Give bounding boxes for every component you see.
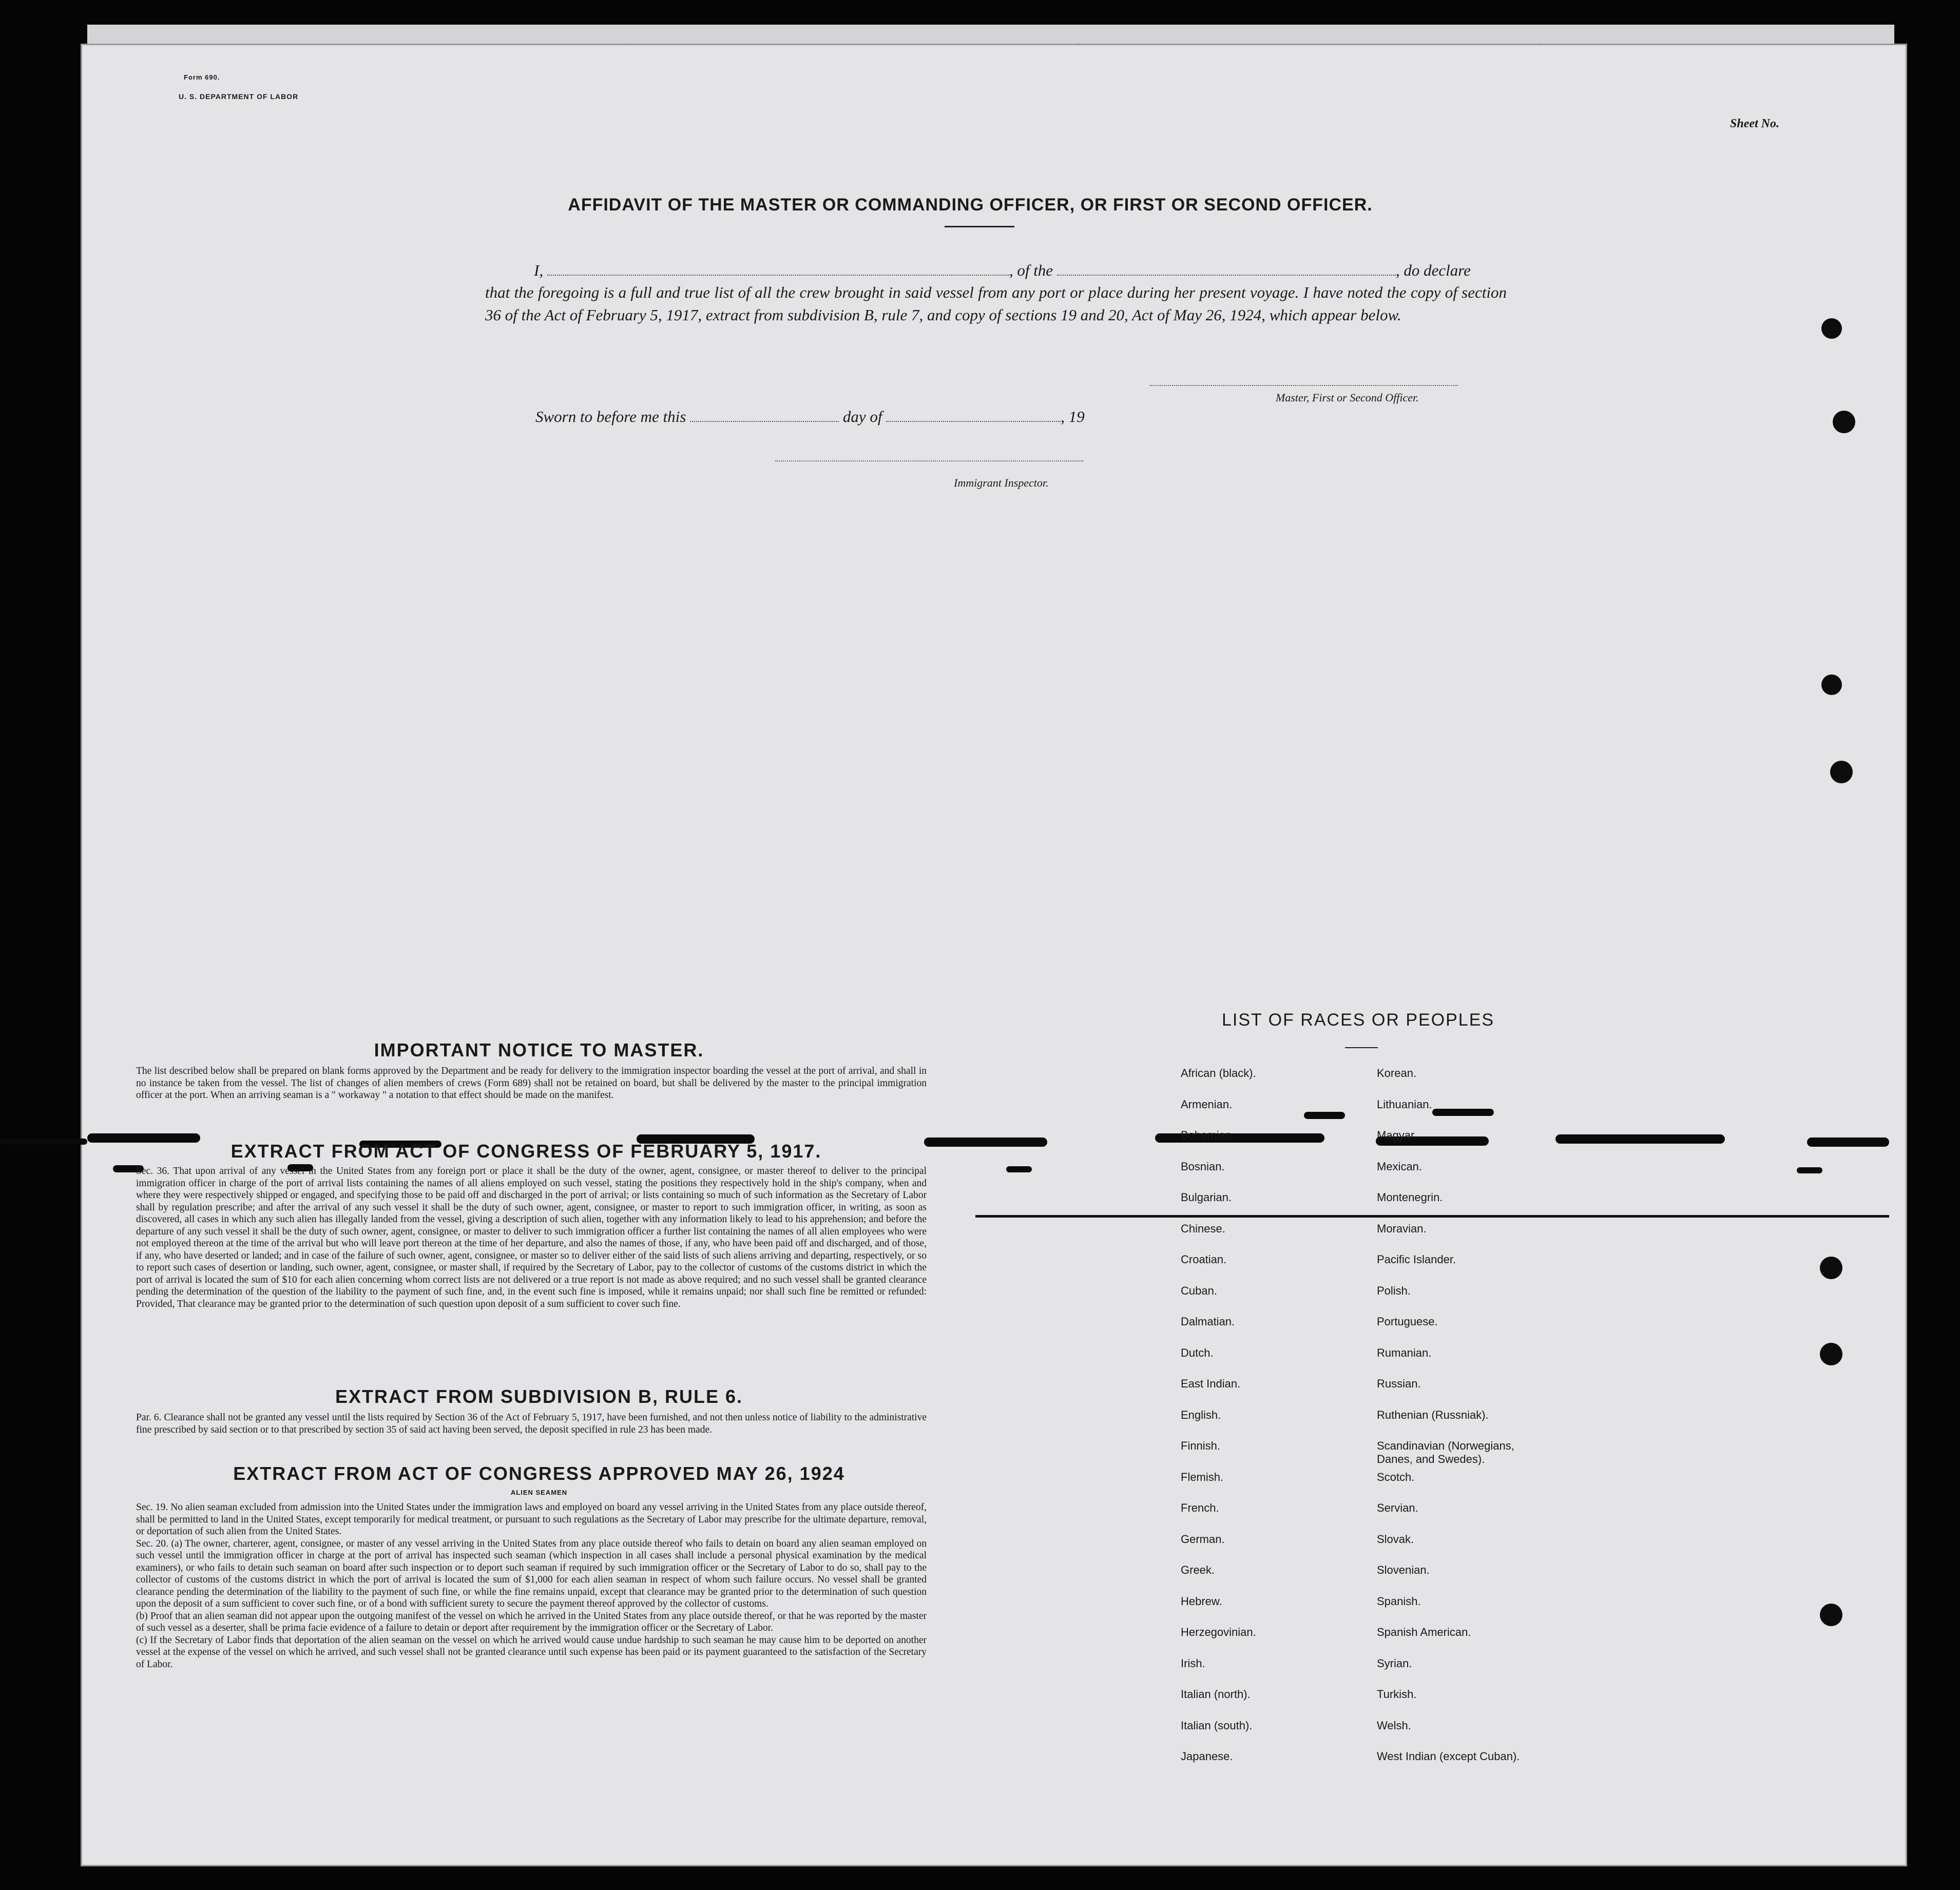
race-item: Finnish.: [1181, 1439, 1221, 1452]
race-item: German.: [1181, 1532, 1225, 1546]
vessel-blank[interactable]: [1057, 275, 1396, 276]
races-rule: [1345, 1047, 1378, 1048]
affidavit-line1-mid: , of the: [1009, 261, 1053, 279]
affidavit-title: AFFIDAVIT OF THE MASTER OR COMMANDING OFFICER, OR FIRST OR SECOND OFFICER.: [568, 195, 1373, 215]
race-item: Cuban.: [1181, 1284, 1217, 1297]
race-item: African (black).: [1181, 1067, 1256, 1079]
punch-hole-torn: [1821, 318, 1842, 339]
race-item: Bulgarian.: [1181, 1191, 1232, 1204]
race-item: Montenegrin.: [1377, 1191, 1443, 1204]
department-name: U. S. DEPARTMENT OF LABOR: [179, 92, 299, 101]
race-item: West Indian (except Cuban).: [1377, 1750, 1520, 1763]
race-item: Scotch.: [1377, 1470, 1415, 1483]
punch-hole-torn: [1821, 674, 1842, 695]
race-item: Irish.: [1181, 1656, 1205, 1670]
race-item: Italian (south).: [1181, 1719, 1253, 1732]
punch-hole: [1830, 761, 1853, 783]
race-item: Dutch.: [1181, 1346, 1214, 1359]
race-item: Chinese.: [1181, 1222, 1225, 1235]
extract-1917-title: EXTRACT FROM ACT OF CONGRESS OF FEBRUARY 5, 1917.: [230, 1141, 822, 1162]
race-item: Welsh.: [1377, 1719, 1411, 1732]
sheet-number-label: Sheet No.: [1730, 117, 1779, 130]
race-item: Hebrew.: [1181, 1594, 1222, 1608]
month-blank[interactable]: [886, 421, 1061, 422]
race-item: French.: [1181, 1501, 1219, 1514]
race-item: Mexican.: [1377, 1160, 1423, 1173]
race-item: English.: [1181, 1408, 1221, 1421]
notice-body: The list described below shall be prepared on blank forms approved by the Department and be ready for delivery to the immigration inspector boarding the vessel at the port of arrival, and shall in no instance be taken from the vessel. The list of changes of alien members of crews (Form 689) shall not be retained on board, but shall be delivered by the master to the principal immigration officer at the port. When an arriving seaman is a " workaway " a notation to that effect should be made on the manifest.: [136, 1066, 927, 1101]
sworn-start: Sworn to before me this: [535, 408, 686, 426]
inspector-caption: Immigrant Inspector.: [954, 476, 1049, 489]
race-item: Magyar.: [1377, 1129, 1417, 1142]
race-item: Bohemian.: [1181, 1129, 1235, 1142]
day-blank[interactable]: [690, 421, 839, 422]
affidavit-body: that the foregoing is a full and true list of all the crew brought in said vessel from any port or place during her present voyage. I have noted the copy of section 36 of the Act of February 5, 1917, extract from subdivision B, rule 7, and copy of sections 19 and 20, Act of May 26, 1924, which appear below.: [485, 283, 1507, 324]
race-item: Servian.: [1377, 1501, 1418, 1514]
form-number: Form 690.: [184, 73, 220, 81]
affidavit-line1: [534, 259, 1509, 282]
race-item: Armenian.: [1181, 1097, 1233, 1111]
race-item: Spanish.: [1377, 1594, 1421, 1608]
affidavit-line1-start: I,: [534, 261, 544, 279]
punch-hole: [1820, 1257, 1842, 1279]
affidavit-line1-end: , do declare: [1395, 261, 1471, 279]
race-item: Croatian.: [1181, 1253, 1227, 1266]
race-item: Lithuanian.: [1377, 1097, 1432, 1111]
race-item: Spanish American.: [1377, 1626, 1471, 1638]
punch-hole: [1820, 1343, 1842, 1365]
race-item: Slovak.: [1377, 1532, 1414, 1546]
sec-19: Sec. 19. No alien seaman excluded from admission into the United States under the immigration laws and employed on board any vessel arriving in the United States from any place outside thereof, shall be permitted to land in the United States, except temporarily for medical treatment, or pursuant to such regulations as the Secretary of Labor may prescribe for the ultimate departure, removal, or deportation of such alien from the United States.: [136, 1502, 927, 1537]
inspector-signature-line[interactable]: [775, 460, 1083, 461]
extract-1917-body: Sec. 36. That upon arrival of any vessel in the United States from any foreign port or place it shall be the duty of the owner, agent, consignee, or master thereof to deliver to the principal immigration officer in charge of the port of arrival lists containing the names of all aliens employed on such vessel, stating the positions they respectively hold in the ship's company, when and where they were respectively shipped or engaged, and specifying those to be paid off and discharged in the port of arrival; or lists containing so much of such information as the Secretary of Labor shall by regulation prescribe; and after the arrival of any such vessel it shall be the duty of such owner, agent, consignee, or master to report to such immigration officer, in writing, as soon as discovered, all cases in which any such alien has illegally landed from the vessel, giving a description of such alien, together with any information likely to lead to his apprehension; and before the departure of any such vessel it shall be the duty of such owner, agent, consignee, or master to deliver to such immigration officer a further list containing the names of all alien employees who were not employed thereon at the time of the arrival but who will leave port thereon at the time of her departure, and also the names of those, if any, who have been paid off and discharged, and of those, if any, who have deserted or landed; and in case of the failure of such owner, agent, consignee, or master so to deliver either of the said lists of such aliens arriving and departing, respectively, or so to report such cases of desertion or landing, such owner, agent, consignee, or master shall, if required by the Secretary of Labor, pay to the collector of customs of the customs district in which the port of arrival is located the sum of $10 for each alien concerning whom correct lists are not delivered or a true report is not made as above required; and no such vessel shall be granted clearance pending the determination of the question of the liability to the payment of such fine, and, in the event such fine is imposed, while it remains unpaid; nor shall such fine be remitted or refunded: Provided, That clearance may be granted prior to the determination of such question upon deposit of a sum sufficient to cover such fine.: [136, 1166, 927, 1309]
notice-title: IMPORTANT NOTICE TO MASTER.: [374, 1039, 704, 1060]
name-blank[interactable]: [547, 275, 1009, 276]
race-item: Herzegovinian.: [1181, 1626, 1256, 1638]
sec-20a: Sec. 20. (a) The owner, charterer, agent, consignee, or master of any vessel arriving in the United States from any place outside thereof who fails to detain on board any alien seaman employed on such vessel until the immigration officer in charge at the port of arrival has inspected such seaman (which inspection in all cases shall include a personal physical examination by the medical examiners), or who fails to detain such seaman on board after such inspection or to deport such seaman if required by such immigration officer or the Secretary of Labor to do so, shall pay to the collector of customs of the customs district in which the port of arrival is located the sum of $1,000 for each alien seaman in respect of whom such failure occurs. No vessel shall be granted clearance pending the determination of the liability to the payment of such fine, or while the fine remains unpaid, except that clearance may be granted prior to the determination of such question upon the deposit of a sum sufficient to cover such fine, or of a bond with sufficient surety to secure the payment thereof approved by the collector of customs.: [136, 1538, 927, 1609]
race-item: Russian.: [1377, 1377, 1421, 1390]
punch-hole: [1833, 411, 1855, 433]
race-item: Bosnian.: [1181, 1160, 1225, 1173]
extract-1924-subtitle: ALIEN SEAMEN: [510, 1489, 568, 1496]
title-rule: [945, 226, 1014, 227]
master-signature-line[interactable]: [1150, 385, 1458, 386]
race-item: Moravian.: [1377, 1222, 1427, 1235]
race-item: Portuguese.: [1377, 1315, 1438, 1328]
race-item: Polish.: [1377, 1284, 1411, 1297]
race-item: Italian (north).: [1181, 1688, 1251, 1701]
race-item: Flemish.: [1181, 1470, 1224, 1483]
race-item: Ruthenian (Russniak).: [1377, 1408, 1489, 1421]
horizontal-rule: [975, 1215, 1889, 1218]
race-item: Korean.: [1377, 1067, 1417, 1079]
extract-rule6-body: Par. 6. Clearance shall not be granted any vessel until the lists required by Section 36 of the Act of February 5, 1917, have been furnished, and not then unless notice of liability to the administrative fine prescribed by said section or to that prescribed by section 35 of said act having been served, the deposit specified in rule 23 has been made.: [136, 1412, 927, 1435]
race-item: Greek.: [1181, 1564, 1215, 1576]
master-caption: Master, First or Second Officer.: [1276, 391, 1419, 404]
race-item: Japanese.: [1181, 1750, 1233, 1763]
sec-20c: (c) If the Secretary of Labor finds that deportation of the alien seaman on the vessel on which he arrived would cause undue hardship to such seaman he may cause him to be deported on another vessel at the expense of the vessel on which he arrived, and such vessel shall not be granted clearance until such expense has been paid or its payment guaranteed to the satisfaction of the Secretary of Labor.: [136, 1634, 927, 1670]
race-item: Rumanian.: [1377, 1346, 1432, 1359]
sworn-day: day of: [842, 408, 882, 426]
race-item: Dalmatian.: [1181, 1315, 1235, 1328]
punch-hole: [1820, 1604, 1842, 1626]
extract-rule6-title: EXTRACT FROM SUBDIVISION B, RULE 6.: [335, 1386, 743, 1407]
race-item: Scandinavian (Norwegians, Danes, and Swedes).: [1377, 1439, 1514, 1465]
sworn-line: [535, 406, 1203, 428]
race-item: East Indian.: [1181, 1377, 1241, 1390]
extract-1924-body: [136, 1501, 927, 1670]
races-title: LIST OF RACES OR PEOPLES: [1222, 1010, 1495, 1030]
race-item: Turkish.: [1377, 1688, 1417, 1701]
race-item: Slovenian.: [1377, 1564, 1430, 1576]
race-item: Pacific Islander.: [1377, 1253, 1456, 1266]
sec-20b: (b) Proof that an alien seaman did not appear upon the outgoing manifest of the vessel on which he arrived in the United States from any place outside thereof, or that he was reported by the master of such vessel as a deserter, shall be prima facie evidence of a failure to detain or deport after requirement by the immigration officer or the Secretary of Labor.: [136, 1610, 927, 1633]
sworn-year: , 19: [1061, 408, 1085, 426]
race-item: Syrian.: [1377, 1656, 1412, 1670]
extract-1924-title: EXTRACT FROM ACT OF CONGRESS APPROVED MAY 26, 1924: [233, 1463, 845, 1484]
